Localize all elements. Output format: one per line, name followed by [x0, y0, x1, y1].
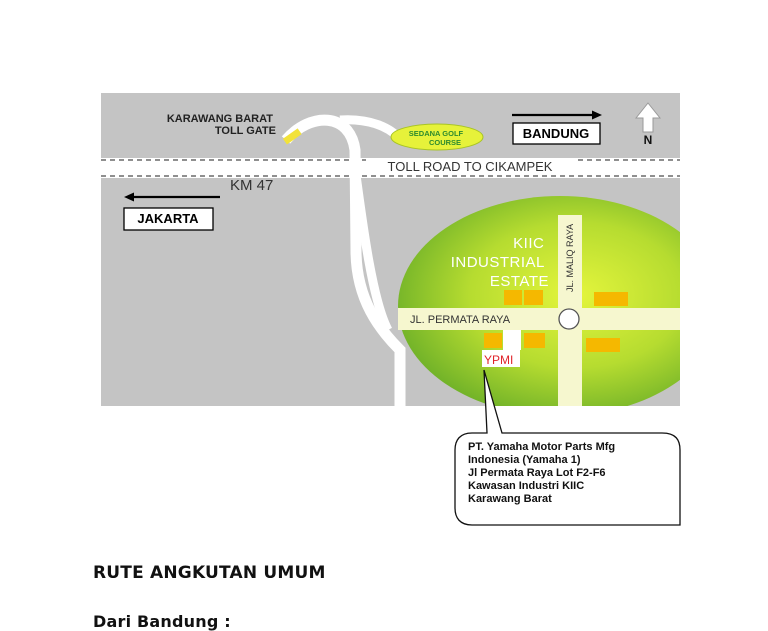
roundabout	[559, 309, 579, 329]
building	[484, 333, 502, 348]
section-heading: RUTE ANGKUTAN UMUM	[93, 563, 326, 583]
north-label: N	[643, 133, 653, 147]
address-text: PT. Yamaha Motor Parts Mfg Indonesia (Yamaha 1) Jl Permata Raya Lot F2-F6 Kawasan Industri KIIC Karawang Barat	[468, 441, 616, 505]
building	[524, 290, 543, 305]
building	[586, 338, 620, 352]
route-subheading: Dari Bandung :	[93, 612, 231, 631]
building	[504, 290, 522, 305]
street-permata-raya: JL. PERMATA RAYA	[410, 314, 511, 326]
toll-gate-label: KARAWANG BARAT TOLL GATE	[166, 113, 276, 137]
building	[594, 292, 628, 306]
estate-label: KIIC INDUSTRIAL ESTATE	[450, 235, 549, 290]
direction-jakarta: JAKARTA	[137, 211, 199, 226]
golf-course-label: SEDANA GOLF COURSE	[408, 129, 464, 147]
km-marker: KM 47	[230, 177, 274, 194]
direction-bandung: BANDUNG	[522, 126, 590, 141]
toll-road-label: TOLL ROAD TO CIKAMPEK	[387, 159, 553, 174]
ypmi-marker: YPMI	[484, 353, 514, 367]
ypmi-plot	[503, 330, 521, 350]
building	[524, 333, 545, 348]
street-maliq-raya: JL. MALIQ RAYA	[565, 223, 575, 292]
